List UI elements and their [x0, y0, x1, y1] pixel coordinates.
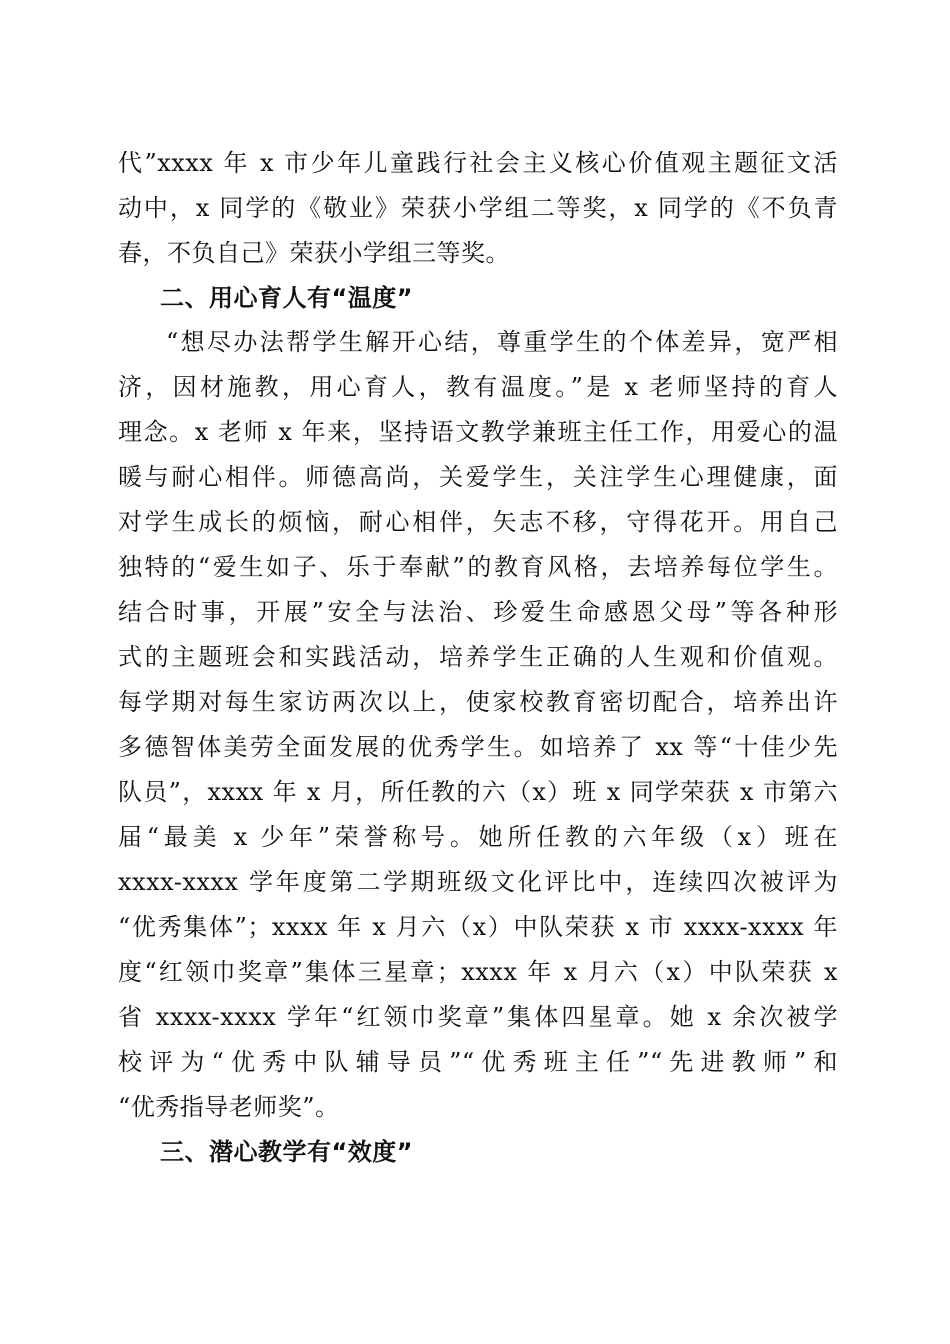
paragraph-2-line-5: 对学生成长的烦恼，耐心相伴，矢志不移，守得花开。用自己	[118, 508, 838, 536]
paragraph-2-line-16: 省 xxxx-xxxx 学年“红领巾奖章”集体四星章。她 x 余次被学	[118, 1003, 838, 1031]
paragraph-1-line-2: 动中，x 同学的《敬业》荣获小学组二等奖，x 同学的《不负青	[118, 194, 838, 222]
section-heading-3: 三、潜心教学有“效度”	[160, 1138, 414, 1166]
paragraph-2-line-1: “想尽办法帮学生解开心结，尊重学生的个体差异，宽严相	[166, 328, 838, 356]
paragraph-2-line-6: 独特的“爱生如子、乐于奉献”的教育风格，去培养每位学生。	[118, 553, 838, 581]
paragraph-2-line-18: “优秀指导老师奖”。	[118, 1093, 340, 1121]
paragraph-2-line-10: 多德智体美劳全面发展的优秀学生。如培养了 xx 等“十佳少先	[118, 733, 838, 761]
paragraph-2-line-2: 济，因材施教，用心育人，教有温度。”是 x 老师坚持的育人	[118, 373, 838, 401]
paragraph-2-line-12: 届“最美 x 少年”荣誉称号。她所任教的六年级（x）班在	[118, 823, 838, 851]
paragraph-2-line-14: “优秀集体”；xxxx 年 x 月六（x）中队荣获 x 市 xxxx-xxxx 年	[118, 913, 838, 941]
paragraph-2-line-8: 式的主题班会和实践活动，培养学生正确的人生观和价值观。	[118, 643, 838, 671]
paragraph-2-line-17: 校评为“优秀中队辅导员”“优秀班主任”“先进教师”和	[118, 1048, 838, 1076]
paragraph-1-line-3: 春，不负自己》荣获小学组三等奖。	[118, 239, 510, 267]
paragraph-2-line-11: 队员”，xxxx 年 x 月，所任教的六（x）班 x 同学荣获 x 市第六	[118, 778, 838, 806]
section-heading-2: 二、用心育人有“温度”	[160, 284, 414, 312]
paragraph-2-line-13: xxxx-xxxx 学年度第二学期班级文化评比中，连续四次被评为	[118, 868, 838, 896]
paragraph-2-line-3: 理念。x 老师 x 年来，坚持语文教学兼班主任工作，用爱心的温	[118, 418, 838, 446]
paragraph-2-line-4: 暖与耐心相伴。师德高尚，关爱学生，关注学生心理健康，面	[118, 463, 838, 491]
paragraph-2-line-7: 结合时事，开展”安全与法治、珍爱生命感恩父母”等各种形	[118, 598, 838, 626]
paragraph-2-line-9: 每学期对每生家访两次以上，使家校教育密切配合，培养出许	[118, 688, 838, 716]
paragraph-1-line-1: 代”xxxx 年 x 市少年儿童践行社会主义核心价值观主题征文活	[118, 149, 838, 177]
paragraph-2-line-15: 度“红领巾奖章”集体三星章；xxxx 年 x 月六（x）中队荣获 x	[118, 958, 838, 986]
